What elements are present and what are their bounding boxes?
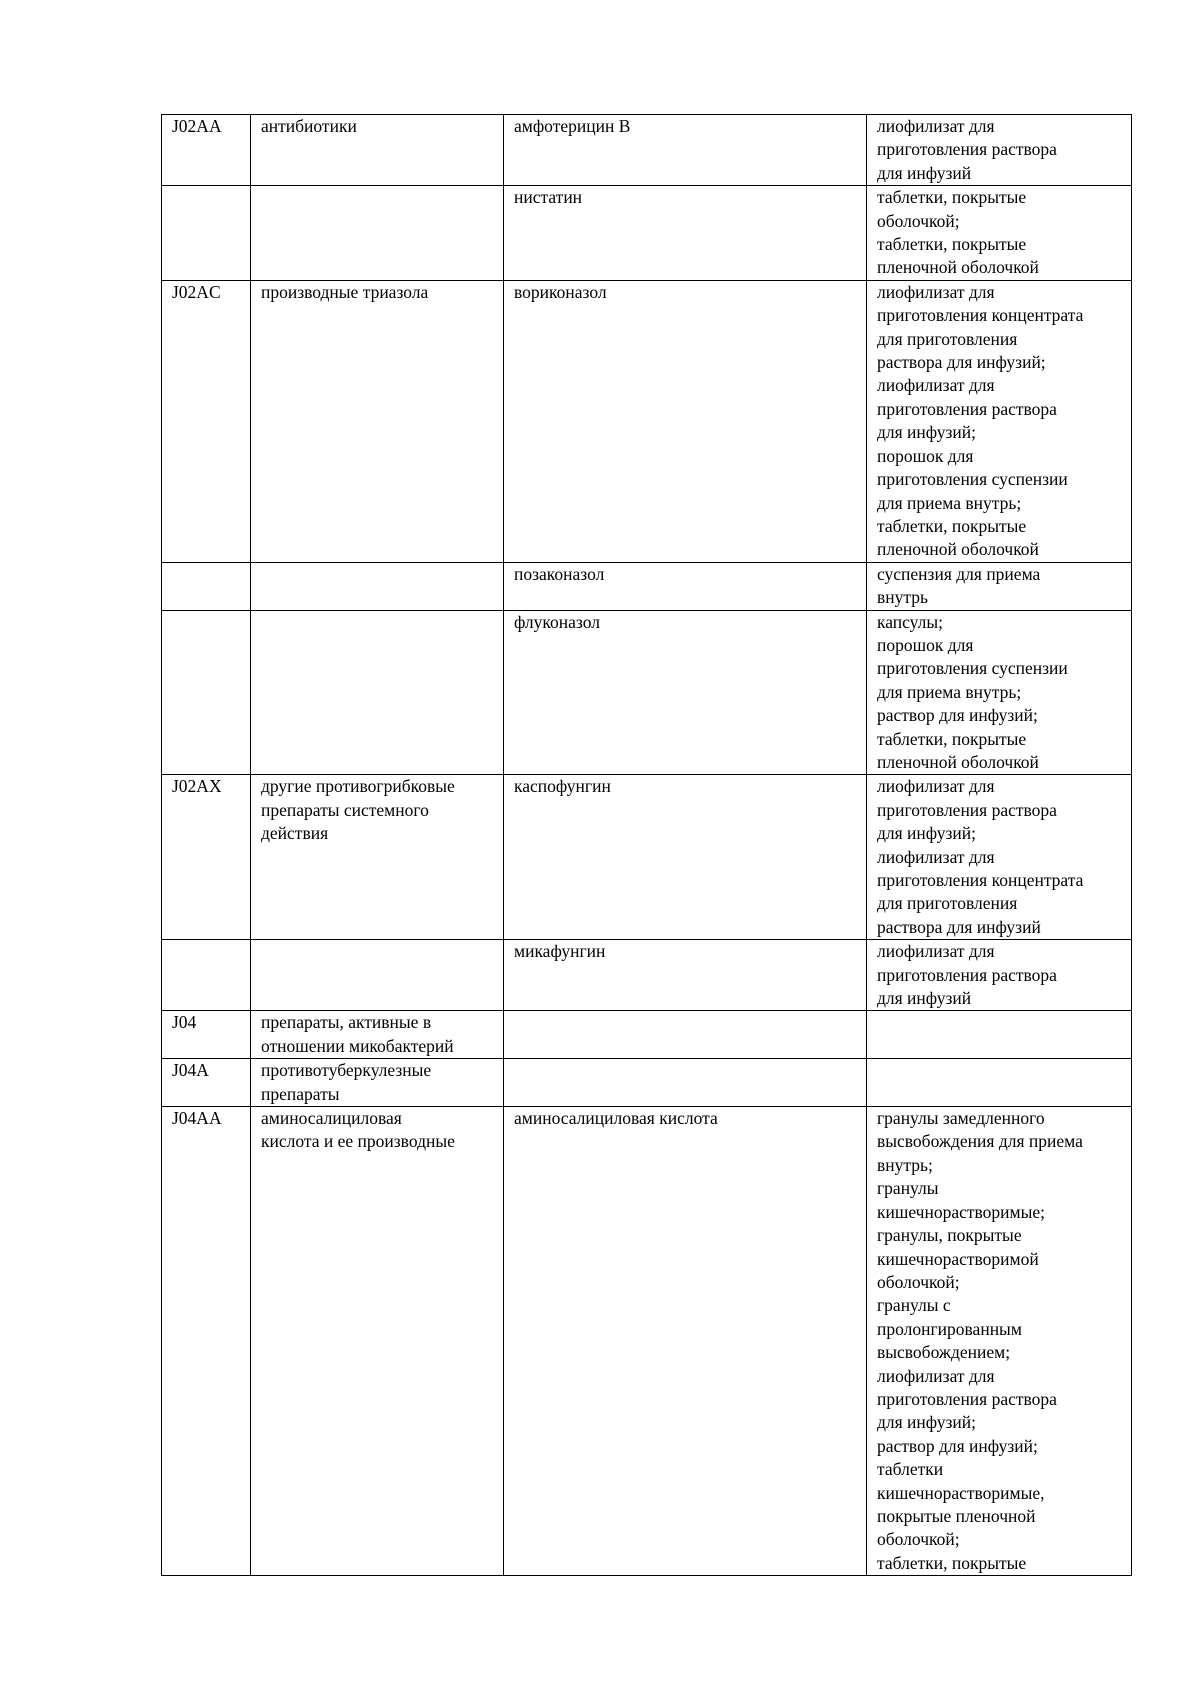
dosage-forms-line: раствор для инфузий; [877, 705, 1038, 726]
dosage-forms-cell [867, 1059, 1132, 1107]
dosage-forms-line: раствора для инфузий [877, 916, 1041, 937]
group-name-cell [251, 1059, 504, 1107]
drug-name-line: вориконазол [514, 281, 607, 302]
dosage-forms-line: раствор для инфузий; [877, 1435, 1038, 1456]
table-row [162, 940, 1132, 1011]
dosage-forms-line: гранулы с [877, 1295, 951, 1316]
drug-name-cell [504, 115, 867, 186]
dosage-forms-cell [867, 1107, 1132, 1576]
dosage-forms-line: лиофилизат для [877, 776, 995, 797]
drug-name-line: позаконазол [514, 563, 605, 584]
dosage-forms-line: гранулы [877, 1178, 939, 1199]
drug-name-line: нистатин [514, 187, 583, 208]
table-row [162, 562, 1132, 610]
dosage-forms-line: таблетки [877, 1459, 944, 1480]
dosage-forms-line: приготовления суспензии [877, 658, 1068, 679]
table-row [162, 1107, 1132, 1576]
dosage-forms-line: высвобождения для приема [877, 1131, 1083, 1152]
dosage-forms-line: кишечнорастворимой [877, 1248, 1039, 1269]
dosage-forms-line: приготовления раствора [877, 1388, 1057, 1409]
atc-code: J04 [172, 1012, 197, 1033]
drug-name-line: аминосалициловая кислота [514, 1108, 718, 1129]
drug-name-cell [504, 280, 867, 562]
group-name-line: действия [261, 823, 329, 844]
dosage-forms-line: для приготовления [877, 328, 1018, 349]
dosage-forms-line: приготовления раствора [877, 964, 1057, 985]
dosage-forms-cell [867, 1011, 1132, 1059]
table-row [162, 775, 1132, 940]
dosage-forms-cell [867, 562, 1132, 610]
group-name-line: кислота и ее производные [261, 1131, 455, 1152]
dosage-forms-line: приготовления концентрата [877, 870, 1084, 890]
dosage-forms-line: раствора для инфузий; [877, 352, 1046, 373]
group-name-line: препараты [261, 1083, 340, 1104]
table-row [162, 115, 1132, 186]
dosage-forms-line: лиофилизат для [877, 1365, 995, 1386]
dosage-forms-line: высвобождением; [877, 1342, 1011, 1363]
dosage-forms-cell [867, 940, 1132, 1011]
drug-name-cell [504, 1107, 867, 1576]
atc-code-cell [162, 610, 251, 775]
group-name-line: отношении микобактерий [261, 1035, 454, 1056]
drug-table [161, 114, 1132, 1576]
atc-code-cell [162, 1107, 251, 1576]
dosage-forms-line: приготовления концентрата [877, 305, 1084, 326]
dosage-forms-line: таблетки, покрытые [877, 515, 1027, 536]
atc-code-cell [162, 562, 251, 610]
group-name-cell [251, 1107, 504, 1576]
group-name-cell [251, 775, 504, 940]
dosage-forms-line: лиофилизат для [877, 375, 995, 396]
dosage-forms-line: внутрь; [877, 1154, 933, 1175]
dosage-forms-line: для инфузий; [877, 823, 976, 844]
dosage-forms-line: для приготовления [877, 893, 1018, 914]
atc-code-cell [162, 186, 251, 281]
group-name-cell [251, 186, 504, 281]
dosage-forms-line: лиофилизат для [877, 281, 995, 302]
dosage-forms-line: суспензия для приема [877, 563, 1041, 584]
dosage-forms-line: для приема внутрь; [877, 492, 1022, 513]
dosage-forms-line: порошок для [877, 445, 974, 466]
dosage-forms-cell [867, 280, 1132, 562]
dosage-forms-line: оболочкой; [877, 210, 960, 231]
atc-code: J04A [172, 1060, 209, 1081]
drug-name-cell [504, 562, 867, 610]
table-row [162, 186, 1132, 281]
dosage-forms-line: пленочной оболочкой [877, 751, 1039, 772]
drug-table-body [162, 115, 1132, 1576]
drug-name-cell [504, 1059, 867, 1107]
dosage-forms-line: кишечнорастворимые; [877, 1201, 1045, 1222]
group-name-cell [251, 280, 504, 562]
dosage-forms-line: для инфузий; [877, 1412, 976, 1433]
group-name-line: антибиотики [261, 116, 357, 136]
dosage-forms-line: гранулы, покрытые [877, 1225, 1022, 1246]
atc-code: J02AC [172, 281, 221, 302]
drug-name-line: каспофунгин [514, 776, 611, 797]
group-name-line: производные триазола [261, 281, 429, 302]
dosage-forms-line: лиофилизат для [877, 116, 995, 136]
drug-name-line: флуконазол [514, 611, 600, 632]
dosage-forms-line: порошок для [877, 634, 974, 655]
dosage-forms-line: лиофилизат для [877, 846, 995, 867]
group-name-cell [251, 115, 504, 186]
dosage-forms-line: пленочной оболочкой [877, 539, 1039, 560]
table-row [162, 1011, 1132, 1059]
dosage-forms-line: лиофилизат для [877, 941, 995, 962]
dosage-forms-line: пленочной оболочкой [877, 257, 1039, 278]
drug-name-cell [504, 186, 867, 281]
dosage-forms-line: гранулы замедленного [877, 1108, 1045, 1129]
dosage-forms-line: оболочкой; [877, 1529, 960, 1550]
atc-code-cell [162, 280, 251, 562]
atc-code-cell [162, 775, 251, 940]
dosage-forms-line: оболочкой; [877, 1271, 960, 1292]
dosage-forms-line: для инфузий [877, 988, 972, 1009]
drug-name-cell [504, 775, 867, 940]
table-row [162, 280, 1132, 562]
atc-code-cell [162, 1059, 251, 1107]
group-name-cell [251, 940, 504, 1011]
atc-code-cell [162, 1011, 251, 1059]
dosage-forms-line: таблетки, покрытые [877, 728, 1027, 749]
dosage-forms-line: капсулы; [877, 611, 944, 632]
atc-code: J02AA [172, 116, 222, 136]
drug-name-line: амфотерицин B [514, 116, 631, 136]
group-name-cell [251, 610, 504, 775]
atc-code-cell [162, 940, 251, 1011]
group-name-line: противотуберкулезные [261, 1060, 432, 1081]
dosage-forms-line: приготовления суспензии [877, 469, 1068, 490]
dosage-forms-line: приготовления раствора [877, 799, 1057, 820]
atc-code: J02AX [172, 776, 222, 797]
dosage-forms-line: покрытые пленочной [877, 1505, 1036, 1526]
dosage-forms-line: кишечнорастворимые, [877, 1482, 1045, 1503]
dosage-forms-line: пролонгированным [877, 1318, 1022, 1339]
drug-name-cell [504, 610, 867, 775]
dosage-forms-line: приготовления раствора [877, 398, 1057, 419]
group-name-line: другие противогрибковые [261, 776, 455, 797]
drug-name-cell [504, 1011, 867, 1059]
dosage-forms-line: для приема внутрь; [877, 681, 1022, 702]
dosage-forms-line: приготовления раствора [877, 139, 1057, 160]
dosage-forms-cell [867, 610, 1132, 775]
table-row [162, 1059, 1132, 1107]
dosage-forms-line: внутрь [877, 587, 928, 608]
atc-code: J04AA [172, 1108, 222, 1129]
group-name-line: препараты, активные в [261, 1012, 432, 1033]
table-row [162, 610, 1132, 775]
atc-code-cell [162, 115, 251, 186]
dosage-forms-line: для инфузий [877, 162, 972, 183]
group-name-line: препараты системного [261, 799, 429, 820]
dosage-forms-cell [867, 115, 1132, 186]
dosage-forms-cell [867, 186, 1132, 281]
group-name-line: аминосалициловая [261, 1108, 402, 1129]
drug-name-cell [504, 940, 867, 1011]
dosage-forms-line: таблетки, покрытые [877, 1552, 1027, 1573]
group-name-cell [251, 562, 504, 610]
dosage-forms-line: таблетки, покрытые [877, 187, 1027, 208]
group-name-cell [251, 1011, 504, 1059]
drug-name-line: микафунгин [514, 941, 606, 962]
dosage-forms-line: таблетки, покрытые [877, 234, 1027, 255]
dosage-forms-line: для инфузий; [877, 422, 976, 443]
dosage-forms-cell [867, 775, 1132, 940]
